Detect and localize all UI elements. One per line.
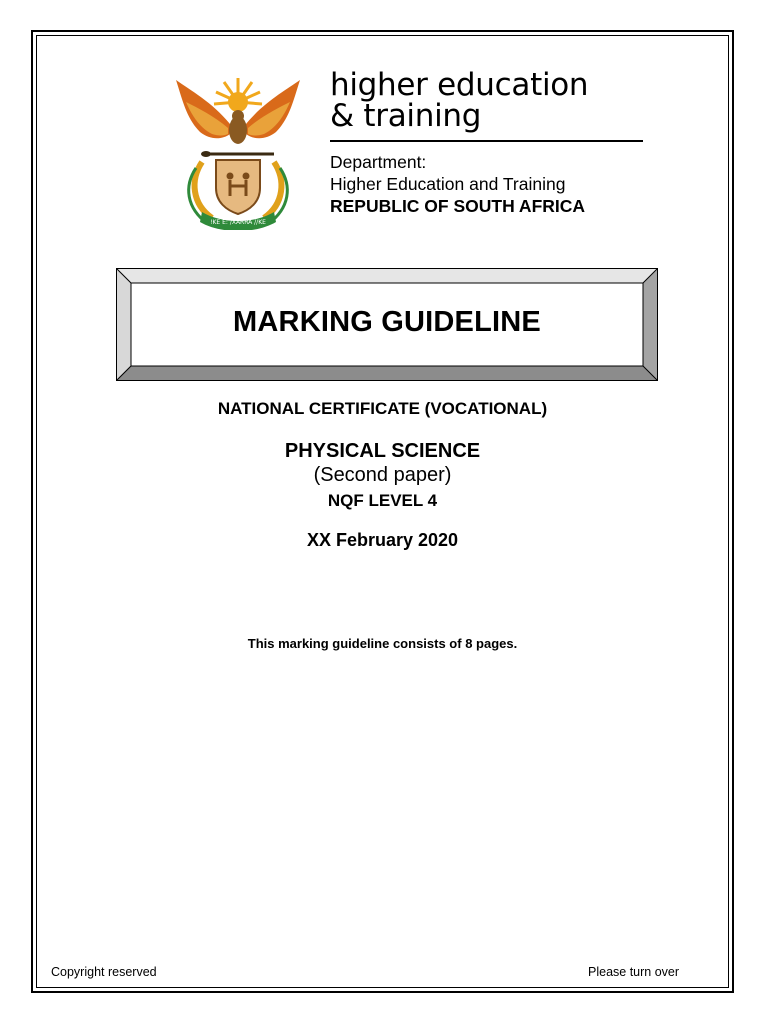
brand-line-1: higher education <box>330 67 589 103</box>
exam-date: XX February 2020 <box>306 530 459 550</box>
pages-note: This marking guideline consists of 8 pages. <box>247 636 518 651</box>
title-panel <box>116 268 658 381</box>
subject-line: PHYSICAL SCIENCE <box>284 440 481 462</box>
paper-line: (Second paper) <box>313 464 452 486</box>
certificate-line: NATIONAL CERTIFICATE (VOCATIONAL) <box>217 399 548 418</box>
motto-text: !KE E: /XARRA //KE <box>210 219 266 226</box>
department-country: REPUBLIC OF SOUTH AFRICA <box>330 196 586 216</box>
sun-icon <box>214 78 262 112</box>
department-label: Department: <box>330 152 427 172</box>
footer-turn-over: Please turn over <box>588 965 680 979</box>
brand-divider <box>330 140 643 142</box>
level-line: NQF LEVEL 4 <box>327 491 438 510</box>
footer-copyright: Copyright reserved <box>51 965 157 979</box>
document-title: MARKING GUIDELINE <box>233 305 541 338</box>
brand-block <box>330 67 650 217</box>
coat-of-arms-icon <box>172 72 304 230</box>
brand-line-2: & training <box>330 98 482 134</box>
department-name: Higher Education and Training <box>330 174 566 194</box>
